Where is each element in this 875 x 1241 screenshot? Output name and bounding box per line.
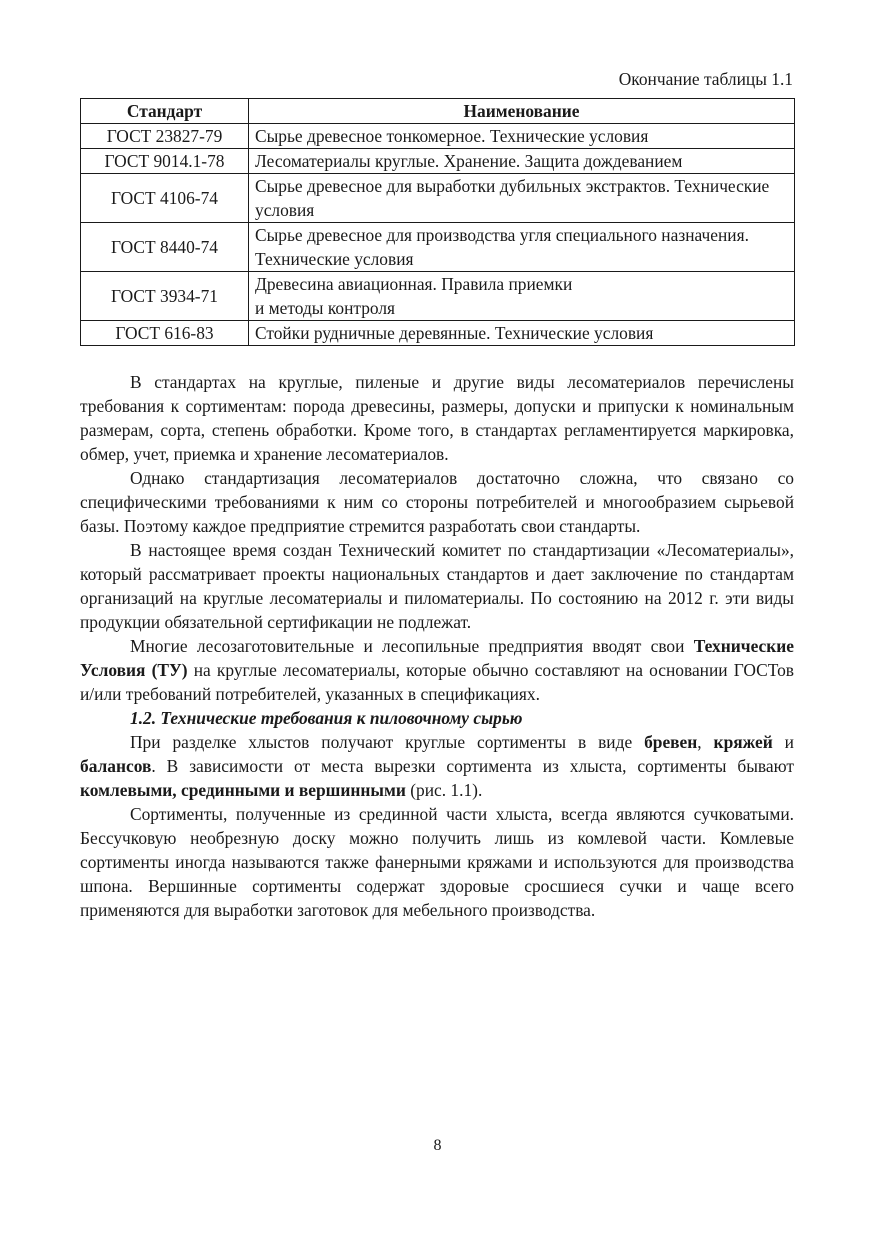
paragraph: Однако стандартизация лесоматериалов достаточно сложна, что связано со специфическими требованиями к ним со стороны потребителей и многообразием сырьевой базы. Поэтому каждое предприятие стремится разработать свои стандарты.: [80, 468, 794, 536]
paragraph: В стандартах на круглые, пиленые и другие виды лесоматериалов перечислены требования к сортиментам: порода древесины, размеры, допуски и припуски к номинальным размерам, сорта, степень обработки. Кроме того, в стандартах регламентируется маркировка, обмер, учет, приемка и хранение лесоматериалов.: [80, 372, 794, 464]
bold-term: балансов: [80, 756, 152, 776]
bold-term: Технические Условия (ТУ): [80, 636, 794, 680]
header-name: Наименование: [249, 99, 795, 124]
standard-code: ГОСТ 4106-74: [81, 174, 249, 223]
standard-code: ГОСТ 3934-71: [81, 272, 249, 321]
table-caption: Окончание таблицы 1.1: [618, 69, 793, 89]
header-standard: Стандарт: [81, 99, 249, 124]
standard-name-line: Древесина авиационная. Правила приемки: [255, 274, 573, 294]
text-run: на круглые лесоматериалы, которые обычно составляют на основании ГОСТов и/или требований потребителей, указанных в спецификациях.: [80, 660, 794, 704]
standard-code: ГОСТ 8440-74: [81, 223, 249, 272]
text-run: . В зависимости от места вырезки сортимента из хлыста, сортименты бывают: [151, 756, 794, 776]
paragraph: [80, 634, 794, 706]
page-number: 8: [433, 1137, 442, 1154]
standard-name: Лесоматериалы круглые. Хранение. Защита дождеванием: [249, 149, 795, 174]
standard-name-line: и методы контроля: [255, 298, 396, 318]
standard-code: ГОСТ 23827-79: [81, 124, 249, 149]
standard-code: ГОСТ 616-83: [81, 321, 249, 346]
table-row: [81, 174, 795, 223]
standard-name: [249, 272, 795, 321]
bold-term: кряжей: [713, 732, 773, 752]
standards-table: [80, 98, 795, 346]
paragraph: В настоящее время создан Технический комитет по стандартизации «Лесоматериалы», который рассматривает проекты национальных стандартов и дает заключение по стандартам организаций на круглые лесоматериалы и пиломатериалы. По состоянию на 2012 г. эти виды продукции обязательной сертификации не подлежат.: [80, 540, 794, 632]
text-run: (рис. 1.1).: [405, 780, 483, 800]
body-text: [80, 370, 794, 922]
standard-name: Сырье древесное тонкомерное. Технические условия: [249, 124, 795, 149]
section-heading: 1.2. Технические требования к пиловочному сырью: [130, 708, 523, 728]
text-run: При разделке хлыстов получают круглые сортименты в виде: [130, 732, 645, 752]
table-row: [81, 124, 795, 149]
standard-name: Стойки рудничные деревянные. Технические условия: [249, 321, 795, 346]
table-row: [81, 149, 795, 174]
standard-name: Сырье древесное для выработки дубильных экстрактов. Технические условия: [249, 174, 795, 223]
bold-term: комлевыми, срединными и вершинными: [80, 780, 406, 800]
table-row: [81, 321, 795, 346]
text-run: и: [772, 732, 794, 752]
standard-name: Сырье древесное для производства угля специального назначения. Технические условия: [249, 223, 795, 272]
paragraph: Сортименты, полученные из срединной части хлыста, всегда являются сучковатыми. Бессучковую необрезную доску можно получить лишь из комлевой части. Комлевые сортименты иногда называются также фанерными кряжами и используются для производства шпона. Вершинные сортименты содержат здоровые сросшиеся сучки и чаще всего применяются для выработки заготовок для мебельного производства.: [80, 804, 794, 920]
bold-term: бревен: [644, 732, 698, 752]
table-header-row: [81, 99, 795, 124]
standard-code: ГОСТ 9014.1-78: [81, 149, 249, 174]
text-run: ,: [697, 732, 714, 752]
table-row: [81, 223, 795, 272]
paragraph: [80, 730, 794, 802]
table-row: [81, 272, 795, 321]
text-run: Многие лесозаготовительные и лесопильные предприятия вводят свои: [130, 636, 694, 656]
